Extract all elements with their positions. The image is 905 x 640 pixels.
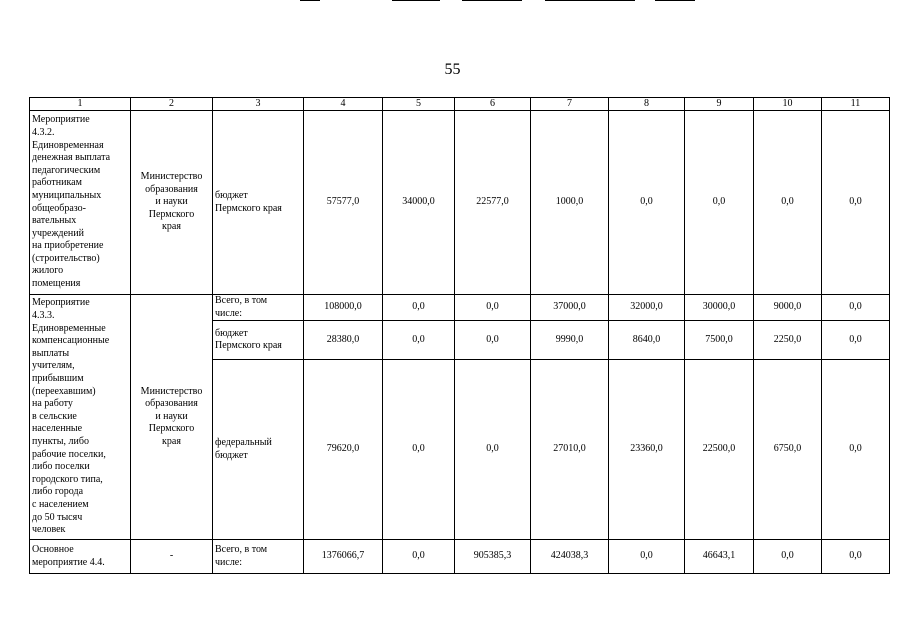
value-cell: 22500,0 <box>685 360 754 540</box>
value-cell: 23360,0 <box>609 360 685 540</box>
executor: Министерство образования и науки Пермского края <box>131 111 213 295</box>
value-cell: 0,0 <box>754 111 822 295</box>
value-cell: 108000,0 <box>304 295 383 321</box>
column-header: 7 <box>531 98 609 111</box>
value-cell: 8640,0 <box>609 321 685 360</box>
funding-source: Всего, в том числе: <box>213 295 304 321</box>
funding-source: Всего, в том числе: <box>213 540 304 574</box>
value-cell: 28380,0 <box>304 321 383 360</box>
column-header: 11 <box>822 98 890 111</box>
value-cell: 905385,3 <box>455 540 531 574</box>
measure-name: Мероприятие 4.3.2. Единовременная денежная выплата педагогическим работникам муниципальных общеобразо- вательных учреждений на приобретение (строительство) жилого помещения <box>30 111 131 295</box>
value-cell: 0,0 <box>609 111 685 295</box>
value-cell: 27010,0 <box>531 360 609 540</box>
value-cell: 0,0 <box>383 540 455 574</box>
value-cell: 424038,3 <box>531 540 609 574</box>
value-cell: 0,0 <box>455 321 531 360</box>
value-cell: 0,0 <box>822 295 890 321</box>
value-cell: 79620,0 <box>304 360 383 540</box>
column-header: 6 <box>455 98 531 111</box>
column-header: 1 <box>30 98 131 111</box>
value-cell: 22577,0 <box>455 111 531 295</box>
column-header: 4 <box>304 98 383 111</box>
executor: - <box>131 540 213 574</box>
measure-name: Мероприятие 4.3.3. Единовременные компенсационные выплаты учителям, прибывшим (переехавшим) на работу в сельские населенные пункты, либо рабочие поселки, либо поселки городского типа, либо города с населением до 50 тысяч человек <box>30 295 131 540</box>
value-cell: 1376066,7 <box>304 540 383 574</box>
value-cell: 0,0 <box>455 360 531 540</box>
measure-name: Основное мероприятие 4.4. <box>30 540 131 574</box>
value-cell: 37000,0 <box>531 295 609 321</box>
value-cell: 57577,0 <box>304 111 383 295</box>
value-cell: 9990,0 <box>531 321 609 360</box>
scan-edge-line <box>655 0 695 1</box>
value-cell: 0,0 <box>822 321 890 360</box>
value-cell: 0,0 <box>609 540 685 574</box>
value-cell: 0,0 <box>822 360 890 540</box>
value-cell: 34000,0 <box>383 111 455 295</box>
column-header: 2 <box>131 98 213 111</box>
header-row <box>30 98 890 111</box>
table-row <box>30 295 890 321</box>
column-header: 10 <box>754 98 822 111</box>
value-cell: 0,0 <box>455 295 531 321</box>
value-cell: 2250,0 <box>754 321 822 360</box>
value-cell: 32000,0 <box>609 295 685 321</box>
value-cell: 0,0 <box>822 111 890 295</box>
funding-source: бюджет Пермского края <box>213 111 304 295</box>
table-row <box>30 111 890 295</box>
value-cell: 0,0 <box>383 360 455 540</box>
value-cell: 1000,0 <box>531 111 609 295</box>
value-cell: 0,0 <box>685 111 754 295</box>
column-header: 3 <box>213 98 304 111</box>
column-header: 5 <box>383 98 455 111</box>
value-cell: 46643,1 <box>685 540 754 574</box>
page-number: 55 <box>444 61 461 78</box>
value-cell: 7500,0 <box>685 321 754 360</box>
funding-source: бюджет Пермского края <box>213 321 304 360</box>
value-cell: 30000,0 <box>685 295 754 321</box>
scan-edge-line <box>462 0 522 1</box>
scan-edge-line <box>392 0 440 1</box>
scan-edge-line <box>545 0 635 1</box>
value-cell: 0,0 <box>383 321 455 360</box>
value-cell: 0,0 <box>754 540 822 574</box>
column-header: 9 <box>685 98 754 111</box>
value-cell: 9000,0 <box>754 295 822 321</box>
value-cell: 0,0 <box>822 540 890 574</box>
executor: Министерство образования и науки Пермского края <box>131 295 213 540</box>
scan-edge-line <box>300 0 320 1</box>
value-cell: 0,0 <box>383 295 455 321</box>
budget-table <box>29 97 890 574</box>
value-cell: 6750,0 <box>754 360 822 540</box>
table-row <box>30 540 890 574</box>
funding-source: федеральный бюджет <box>213 360 304 540</box>
column-header: 8 <box>609 98 685 111</box>
